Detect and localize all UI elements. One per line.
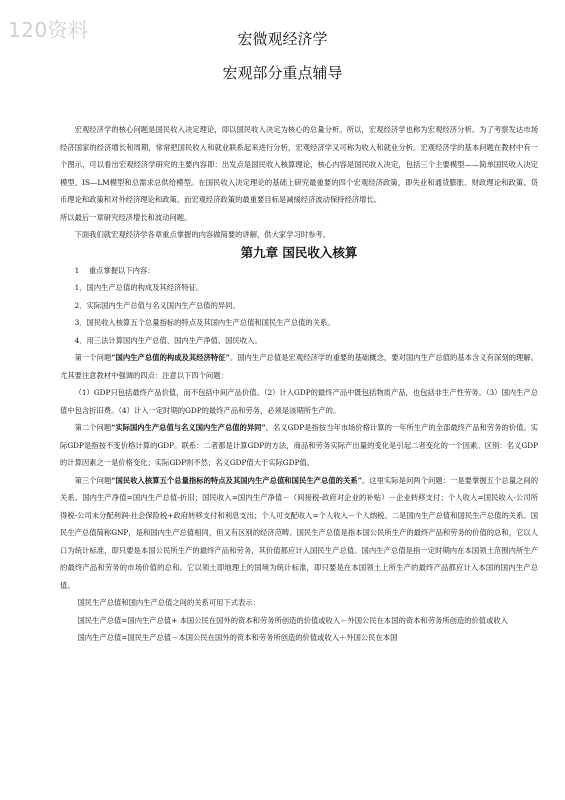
question-2-body: 。名义GDP是指按当年市场价格计算的一年所生产的全部最终产品和劳务的价值。实际GDP是指按不变价格计算的GDP。联系：二者都是计算GDP的方法，商品和劳务实际产出量的变化是引起二者变化的一个因素。区别：名义GDP的计算因素之一是价格变化；实际GDP则不然；名义GDP值大于实际GDP值。: [60, 423, 538, 467]
formula-gdp: 国内生产总值=国民生产总值－本国公民在国外的资本和劳务所创造的价值或收入＋外国公民在本国: [77, 633, 398, 642]
intro-paragraph-3: 下面我们就宏观经济学各章重点掌握的内容做简要的讲解，供大家学习时参考。: [74, 230, 330, 239]
relation-intro: 国民生产总值和国内生产总值之间的关系可用下式表示：: [77, 598, 260, 607]
key-point-4: 4．用三法计算国内生产总值、国内生产净值、国民收入。: [74, 335, 262, 345]
question-1-points: （1）GDP只包括最终产品价值，而不包括中间产品价值。（2）计入GDP的最终产品中既包括物质产品，也包括非生产性劳务。（3）国内生产总值中包含折旧费。（4）计入一定时期的GDP的最终产品和劳务，必须是该期所生产的。: [60, 388, 538, 415]
question-2-title: “实际国内生产总值与名义国内生产总值的异同”: [111, 423, 266, 432]
intro-paragraph-2: 所以最后一章研究经济增长和波动问题。: [60, 212, 192, 222]
key-points-heading: 1 重点掌握以下内容：: [74, 265, 155, 275]
question-3-lead: 第三个问题: [74, 475, 112, 485]
key-point-2: 2．实际国内生产总值与名义国内生产总值的异同。: [74, 300, 240, 310]
key-point-3: 3．国民收入核算五个总量指标的特点及其国内生产总值和国民生产总值的关系。: [74, 318, 335, 327]
question-1-body: 。国内生产总值是宏观经济学的重要的基础概念，要对国内生产总值的基本含义有深刻的理解。尤其要注意教材中强调的四点：注意以下四个问题：: [60, 353, 539, 380]
key-point-1: 1．国内生产总值的构成及其经济特征。: [74, 283, 204, 292]
question-3-title: “国民收入核算五个总量指标的特点及其国内生产总值和国民生产总值的关系”: [111, 475, 362, 485]
question-2-paragraph: [60, 419, 538, 472]
document-body: [60, 121, 538, 647]
watermark: 120资料: [8, 18, 89, 42]
question-3-body: 。这里实际是问两个问题：一是要掌握五个总量之间的关系。国内生产净值=国内生产总值-折旧；国民收入=国内生产净值－（间接税-政府对企业的补贴）－企业转移支付；个人收入=国民收入-公司所得税-公司未分配利润-社会保险税+政府转移支付和利息支出；个人可支配收入=个人收入－个人纳税。二是国内生产总值和国民生产总值的关系。国民生产总值简称GNP，是和国内生产总值相同，但又有区别的经济范畴。国民生产总值是指本国公民所生产的最终产品和劳务的价值的总和，它以人口为统计标准，即只要是本国公民所生产的最终产品和劳务，其价值都应计入国民生产总值。国内生产总值是指一定时期内在本国领土范围内所生产的最终产品和劳务的市场价值的总和。它以领土即地理上的国境为统计标准，即只要是在本国领土上所生产的最终产品都应计入本国的国内生产总值。: [60, 475, 539, 590]
document-title: 宏微观经济学: [237, 30, 328, 48]
chapter-heading: 第九章 国民收入核算: [240, 244, 358, 260]
question-2-lead: 第二个问题: [74, 423, 112, 432]
formula-gnp: 国民生产总值=国内生产总值+ 本国公民在国外的资本和劳务所创造的价值或收入－外国公民在本国的资本和劳务所创造的价值或收入: [77, 615, 508, 625]
question-1-title: “国内生产总值的构成及其经济特征”: [111, 353, 230, 362]
question-3-paragraph: [60, 472, 538, 595]
question-1-lead: 第一个问题: [74, 353, 112, 362]
document-subtitle: 宏观部分重点辅导: [222, 64, 343, 82]
question-1-paragraph: [60, 349, 538, 384]
intro-paragraph-1: 宏观经济学的核心问题是国民收入决定理论，即以国民收入决定为核心的总量分析。所以，宏观经济学也称为宏观经济分析。为了考察发达市场经济国家的经济增长和周期，常常把国民收入和就业联系起来进行分析，宏观经济学又可称为收入和就业分析。宏观经济学的基本问题在教材中有一个图示，可以看出宏观经济学研究的主要内容即：出发点是国民收入核算理论，核心内容是国民收入决定，包括三个主要模型——简单国民收入决定模型、IS—LM模型和总需求总供给模型。在国民收入决定理论的基础上研究最重要的四个宏观经济政策，即失业和通货膨胀、财政理论和政策、货币理论和政策和对外经济理论和政策。而宏观经济政策的最重要目标是减缓经济波动保持经济增长。: [60, 125, 538, 204]
